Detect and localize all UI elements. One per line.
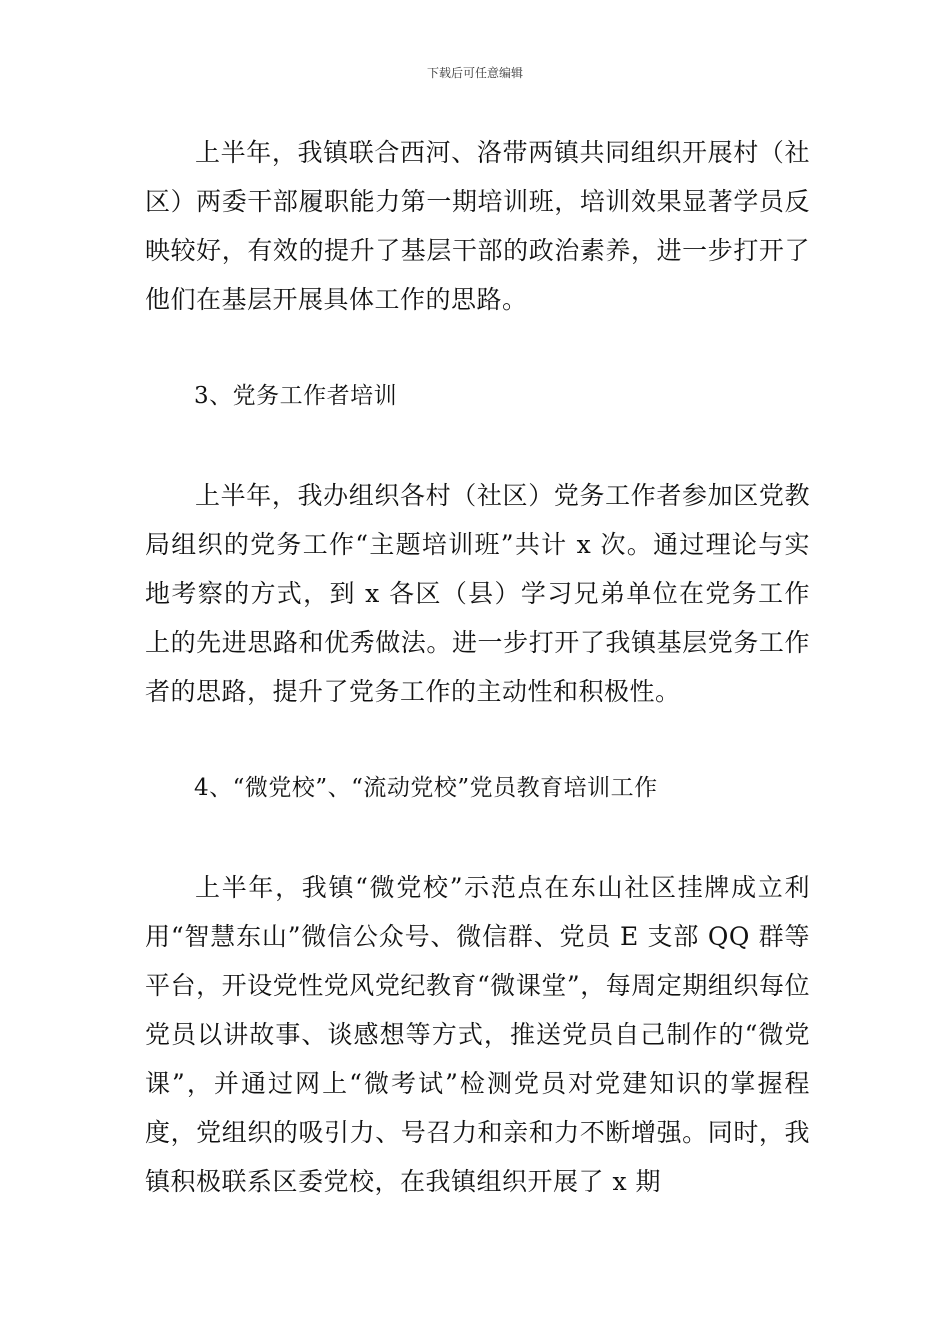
section-heading-4: 4、“微党校”、“流动党校”党员教育培训工作	[194, 775, 658, 801]
page-header: 下载后可任意编辑	[426, 66, 523, 80]
spacer	[145, 813, 810, 863]
section-heading-3: 3、党务工作者培训	[194, 383, 398, 409]
paragraph-village-cadre-training: 上半年，我镇联合西河、洛带两镇共同组织开展村（社区）两委干部履职能力第一期培训班，培训效果显著学员反映较好，有效的提升了基层干部的政治素养，进一步打开了他们在基层开展具体工作的思路。	[145, 138, 810, 314]
paragraph-party-worker-training: 上半年，我办组织各村（社区）党务工作者参加区党教局组织的党务工作“主题培训班”共计 x 次。通过理论与实地考察的方式，到 x 各区（县）学习兄弟单位在党务工作上的先进思路和优秀做法。进一步打开了我镇基层党务工作者的思路，提升了党务工作的主动性和积极性。	[145, 481, 810, 706]
spacer	[145, 324, 810, 372]
document-body	[145, 128, 810, 1206]
spacer	[145, 716, 810, 764]
spacer	[145, 421, 810, 471]
paragraph-micro-party-school: 上半年，我镇“微党校”示范点在东山社区挂牌成立利用“智慧东山”微信公众号、微信群、党员 E 支部 QQ 群等平台，开设党性党风党纪教育“微课堂”，每周定期组织每位党员以讲故事、谈感想等方式，推送党员自己制作的“微党课”，并通过网上“微考试”检测党员对党建知识的掌握程度，党组织的吸引力、号召力和亲和力不断增强。同时，我镇积极联系区委党校，在我镇组织开展了 x 期	[145, 873, 810, 1196]
